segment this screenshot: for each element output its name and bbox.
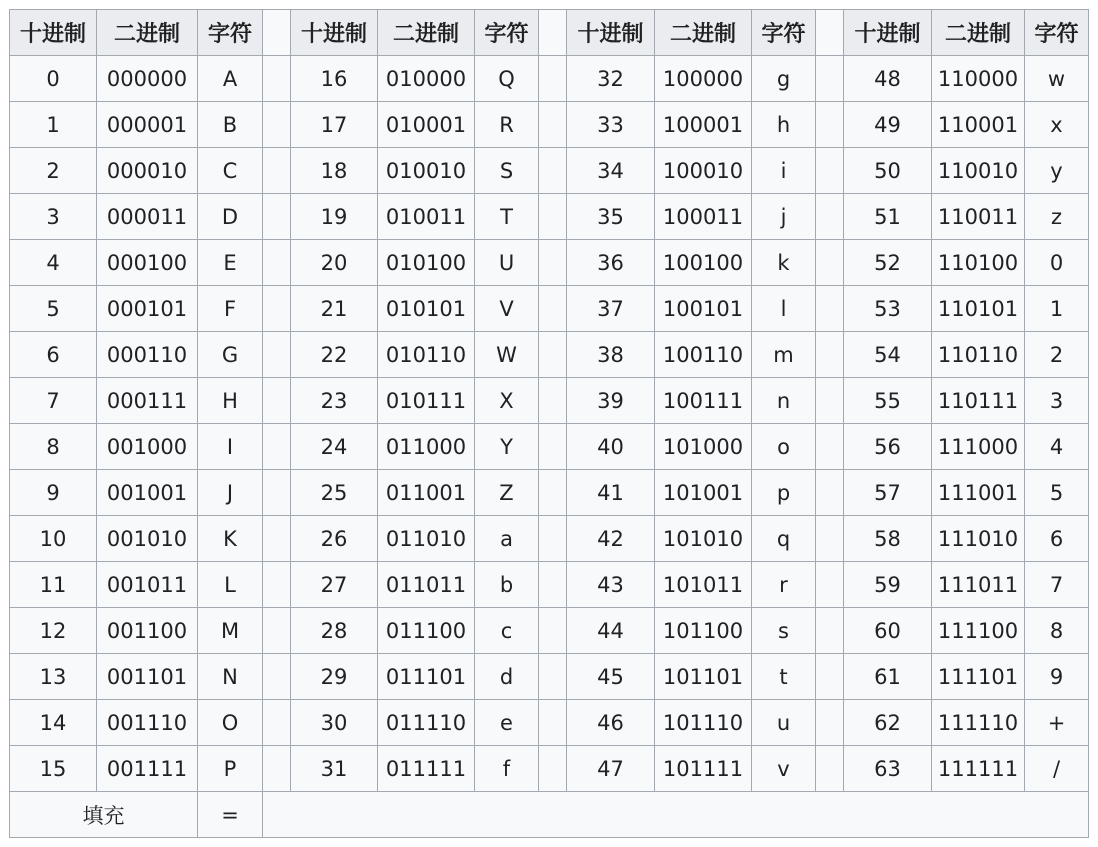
- decimal-cell: 56: [844, 424, 932, 470]
- binary-cell: 111101: [932, 654, 1025, 700]
- binary-cell: 101000: [655, 424, 752, 470]
- binary-cell: 011000: [378, 424, 475, 470]
- binary-cell: 010111: [378, 378, 475, 424]
- char-cell: r: [752, 562, 816, 608]
- char-cell: 1: [1025, 286, 1089, 332]
- binary-cell: 101011: [655, 562, 752, 608]
- decimal-cell: 31: [291, 746, 378, 792]
- group-gap: [263, 240, 291, 286]
- group-gap: [263, 516, 291, 562]
- char-cell: b: [475, 562, 539, 608]
- binary-cell: 011001: [378, 470, 475, 516]
- group-gap: [263, 148, 291, 194]
- char-cell: c: [475, 608, 539, 654]
- decimal-cell: 37: [567, 286, 655, 332]
- group-gap: [816, 332, 844, 378]
- char-cell: X: [475, 378, 539, 424]
- group-gap: [263, 654, 291, 700]
- group-gap: [263, 562, 291, 608]
- char-cell: q: [752, 516, 816, 562]
- decimal-cell: 32: [567, 56, 655, 102]
- binary-cell: 110111: [932, 378, 1025, 424]
- table-row: [10, 286, 1089, 332]
- binary-cell: 111110: [932, 700, 1025, 746]
- decimal-cell: 38: [567, 332, 655, 378]
- binary-cell: 000111: [97, 378, 198, 424]
- decimal-cell: 58: [844, 516, 932, 562]
- decimal-cell: 55: [844, 378, 932, 424]
- padding-label: 填充: [10, 792, 198, 838]
- char-cell: 0: [1025, 240, 1089, 286]
- char-cell: i: [752, 148, 816, 194]
- decimal-cell: 19: [291, 194, 378, 240]
- decimal-cell: 60: [844, 608, 932, 654]
- decimal-cell: 40: [567, 424, 655, 470]
- decimal-cell: 26: [291, 516, 378, 562]
- char-cell: +: [1025, 700, 1089, 746]
- group-gap: [816, 654, 844, 700]
- char-cell: 8: [1025, 608, 1089, 654]
- decimal-cell: 28: [291, 608, 378, 654]
- decimal-cell: 49: [844, 102, 932, 148]
- binary-cell: 011110: [378, 700, 475, 746]
- table-row: [10, 332, 1089, 378]
- binary-cell: 100000: [655, 56, 752, 102]
- group-gap: [263, 286, 291, 332]
- binary-cell: 100110: [655, 332, 752, 378]
- header-binary: 二进制: [378, 10, 475, 56]
- decimal-cell: 34: [567, 148, 655, 194]
- char-cell: x: [1025, 102, 1089, 148]
- binary-cell: 111001: [932, 470, 1025, 516]
- char-cell: f: [475, 746, 539, 792]
- binary-cell: 101100: [655, 608, 752, 654]
- header-binary: 二进制: [97, 10, 198, 56]
- group-gap: [263, 700, 291, 746]
- group-gap: [263, 746, 291, 792]
- char-cell: n: [752, 378, 816, 424]
- binary-cell: 000110: [97, 332, 198, 378]
- char-cell: Y: [475, 424, 539, 470]
- header-binary: 二进制: [932, 10, 1025, 56]
- binary-cell: 100001: [655, 102, 752, 148]
- binary-cell: 101101: [655, 654, 752, 700]
- decimal-cell: 3: [10, 194, 97, 240]
- binary-cell: 010110: [378, 332, 475, 378]
- header-char: 字符: [475, 10, 539, 56]
- group-gap: [816, 194, 844, 240]
- binary-cell: 000011: [97, 194, 198, 240]
- char-cell: u: [752, 700, 816, 746]
- group-gap: [539, 516, 567, 562]
- decimal-cell: 15: [10, 746, 97, 792]
- char-cell: 7: [1025, 562, 1089, 608]
- decimal-cell: 1: [10, 102, 97, 148]
- decimal-cell: 16: [291, 56, 378, 102]
- decimal-cell: 43: [567, 562, 655, 608]
- char-cell: J: [198, 470, 263, 516]
- group-gap: [539, 194, 567, 240]
- group-gap: [539, 562, 567, 608]
- group-gap: [816, 10, 844, 56]
- decimal-cell: 59: [844, 562, 932, 608]
- binary-cell: 100101: [655, 286, 752, 332]
- binary-cell: 010010: [378, 148, 475, 194]
- decimal-cell: 21: [291, 286, 378, 332]
- decimal-cell: 51: [844, 194, 932, 240]
- padding-row: [10, 792, 1089, 838]
- group-gap: [539, 240, 567, 286]
- binary-cell: 010001: [378, 102, 475, 148]
- binary-cell: 001101: [97, 654, 198, 700]
- decimal-cell: 63: [844, 746, 932, 792]
- decimal-cell: 5: [10, 286, 97, 332]
- char-cell: V: [475, 286, 539, 332]
- group-gap: [539, 10, 567, 56]
- header-decimal: 十进制: [567, 10, 655, 56]
- table-row: [10, 102, 1089, 148]
- char-cell: t: [752, 654, 816, 700]
- decimal-cell: 39: [567, 378, 655, 424]
- decimal-cell: 8: [10, 424, 97, 470]
- table-body: [10, 56, 1089, 838]
- binary-cell: 100111: [655, 378, 752, 424]
- group-gap: [816, 470, 844, 516]
- table-row: [10, 654, 1089, 700]
- char-cell: B: [198, 102, 263, 148]
- group-gap: [539, 148, 567, 194]
- group-gap: [816, 286, 844, 332]
- decimal-cell: 7: [10, 378, 97, 424]
- char-cell: G: [198, 332, 263, 378]
- decimal-cell: 30: [291, 700, 378, 746]
- char-cell: s: [752, 608, 816, 654]
- group-gap: [539, 654, 567, 700]
- char-cell: H: [198, 378, 263, 424]
- group-gap: [539, 470, 567, 516]
- decimal-cell: 46: [567, 700, 655, 746]
- decimal-cell: 14: [10, 700, 97, 746]
- binary-cell: 001011: [97, 562, 198, 608]
- binary-cell: 100100: [655, 240, 752, 286]
- table-row: [10, 240, 1089, 286]
- group-gap: [816, 516, 844, 562]
- binary-cell: 000000: [97, 56, 198, 102]
- table-row: [10, 746, 1089, 792]
- decimal-cell: 29: [291, 654, 378, 700]
- char-cell: 3: [1025, 378, 1089, 424]
- char-cell: 4: [1025, 424, 1089, 470]
- char-cell: w: [1025, 56, 1089, 102]
- header-decimal: 十进制: [291, 10, 378, 56]
- binary-cell: 000010: [97, 148, 198, 194]
- char-cell: z: [1025, 194, 1089, 240]
- binary-cell: 001001: [97, 470, 198, 516]
- decimal-cell: 0: [10, 56, 97, 102]
- binary-cell: 001000: [97, 424, 198, 470]
- group-gap: [539, 56, 567, 102]
- char-cell: v: [752, 746, 816, 792]
- binary-cell: 110011: [932, 194, 1025, 240]
- binary-cell: 110101: [932, 286, 1025, 332]
- binary-cell: 101010: [655, 516, 752, 562]
- binary-cell: 011101: [378, 654, 475, 700]
- decimal-cell: 2: [10, 148, 97, 194]
- header-binary: 二进制: [655, 10, 752, 56]
- char-cell: y: [1025, 148, 1089, 194]
- padding-blank: [263, 792, 1089, 838]
- group-gap: [263, 194, 291, 240]
- group-gap: [539, 102, 567, 148]
- binary-cell: 101111: [655, 746, 752, 792]
- group-gap: [539, 746, 567, 792]
- binary-cell: 011100: [378, 608, 475, 654]
- char-cell: m: [752, 332, 816, 378]
- group-gap: [816, 378, 844, 424]
- header-char: 字符: [198, 10, 263, 56]
- char-cell: E: [198, 240, 263, 286]
- binary-cell: 010101: [378, 286, 475, 332]
- group-gap: [816, 56, 844, 102]
- char-cell: R: [475, 102, 539, 148]
- decimal-cell: 9: [10, 470, 97, 516]
- group-gap: [816, 240, 844, 286]
- binary-cell: 110010: [932, 148, 1025, 194]
- char-cell: 6: [1025, 516, 1089, 562]
- decimal-cell: 20: [291, 240, 378, 286]
- table-row: [10, 470, 1089, 516]
- binary-cell: 100011: [655, 194, 752, 240]
- table-row: [10, 424, 1089, 470]
- group-gap: [539, 700, 567, 746]
- binary-cell: 001111: [97, 746, 198, 792]
- char-cell: 2: [1025, 332, 1089, 378]
- char-cell: K: [198, 516, 263, 562]
- char-cell: h: [752, 102, 816, 148]
- decimal-cell: 6: [10, 332, 97, 378]
- decimal-cell: 42: [567, 516, 655, 562]
- char-cell: I: [198, 424, 263, 470]
- char-cell: L: [198, 562, 263, 608]
- binary-cell: 011011: [378, 562, 475, 608]
- decimal-cell: 24: [291, 424, 378, 470]
- decimal-cell: 62: [844, 700, 932, 746]
- binary-cell: 111000: [932, 424, 1025, 470]
- group-gap: [539, 378, 567, 424]
- header-decimal: 十进制: [10, 10, 97, 56]
- header-row: [10, 10, 1089, 56]
- binary-cell: 000001: [97, 102, 198, 148]
- char-cell: O: [198, 700, 263, 746]
- group-gap: [539, 332, 567, 378]
- decimal-cell: 47: [567, 746, 655, 792]
- binary-cell: 001010: [97, 516, 198, 562]
- decimal-cell: 17: [291, 102, 378, 148]
- table-row: [10, 516, 1089, 562]
- char-cell: T: [475, 194, 539, 240]
- table-row: [10, 700, 1089, 746]
- char-cell: Q: [475, 56, 539, 102]
- char-cell: a: [475, 516, 539, 562]
- group-gap: [816, 424, 844, 470]
- char-cell: C: [198, 148, 263, 194]
- char-cell: d: [475, 654, 539, 700]
- binary-cell: 011111: [378, 746, 475, 792]
- binary-cell: 000100: [97, 240, 198, 286]
- char-cell: /: [1025, 746, 1089, 792]
- decimal-cell: 54: [844, 332, 932, 378]
- decimal-cell: 12: [10, 608, 97, 654]
- char-cell: l: [752, 286, 816, 332]
- binary-cell: 110000: [932, 56, 1025, 102]
- group-gap: [263, 332, 291, 378]
- char-cell: P: [198, 746, 263, 792]
- char-cell: S: [475, 148, 539, 194]
- group-gap: [263, 470, 291, 516]
- binary-cell: 110001: [932, 102, 1025, 148]
- decimal-cell: 41: [567, 470, 655, 516]
- group-gap: [263, 102, 291, 148]
- binary-cell: 111010: [932, 516, 1025, 562]
- char-cell: p: [752, 470, 816, 516]
- table-row: [10, 56, 1089, 102]
- decimal-cell: 10: [10, 516, 97, 562]
- group-gap: [263, 10, 291, 56]
- decimal-cell: 25: [291, 470, 378, 516]
- decimal-cell: 13: [10, 654, 97, 700]
- binary-cell: 010100: [378, 240, 475, 286]
- header-char: 字符: [752, 10, 816, 56]
- binary-cell: 010011: [378, 194, 475, 240]
- binary-cell: 101001: [655, 470, 752, 516]
- decimal-cell: 23: [291, 378, 378, 424]
- table-row: [10, 194, 1089, 240]
- group-gap: [816, 562, 844, 608]
- decimal-cell: 50: [844, 148, 932, 194]
- char-cell: D: [198, 194, 263, 240]
- binary-cell: 000101: [97, 286, 198, 332]
- binary-cell: 111111: [932, 746, 1025, 792]
- binary-cell: 010000: [378, 56, 475, 102]
- decimal-cell: 11: [10, 562, 97, 608]
- group-gap: [263, 378, 291, 424]
- decimal-cell: 48: [844, 56, 932, 102]
- group-gap: [816, 608, 844, 654]
- binary-cell: 110110: [932, 332, 1025, 378]
- group-gap: [816, 700, 844, 746]
- char-cell: N: [198, 654, 263, 700]
- char-cell: j: [752, 194, 816, 240]
- table-row: [10, 148, 1089, 194]
- group-gap: [263, 424, 291, 470]
- decimal-cell: 52: [844, 240, 932, 286]
- binary-cell: 111100: [932, 608, 1025, 654]
- char-cell: e: [475, 700, 539, 746]
- decimal-cell: 61: [844, 654, 932, 700]
- char-cell: A: [198, 56, 263, 102]
- table-row: [10, 608, 1089, 654]
- char-cell: o: [752, 424, 816, 470]
- decimal-cell: 33: [567, 102, 655, 148]
- decimal-cell: 27: [291, 562, 378, 608]
- decimal-cell: 22: [291, 332, 378, 378]
- decimal-cell: 45: [567, 654, 655, 700]
- binary-cell: 011010: [378, 516, 475, 562]
- decimal-cell: 53: [844, 286, 932, 332]
- char-cell: 5: [1025, 470, 1089, 516]
- char-cell: k: [752, 240, 816, 286]
- decimal-cell: 4: [10, 240, 97, 286]
- group-gap: [539, 424, 567, 470]
- char-cell: F: [198, 286, 263, 332]
- binary-cell: 101110: [655, 700, 752, 746]
- char-cell: Z: [475, 470, 539, 516]
- binary-cell: 001110: [97, 700, 198, 746]
- binary-cell: 001100: [97, 608, 198, 654]
- table-row: [10, 562, 1089, 608]
- binary-cell: 111011: [932, 562, 1025, 608]
- group-gap: [816, 746, 844, 792]
- group-gap: [816, 102, 844, 148]
- decimal-cell: 57: [844, 470, 932, 516]
- char-cell: g: [752, 56, 816, 102]
- char-cell: U: [475, 240, 539, 286]
- binary-cell: 100010: [655, 148, 752, 194]
- decimal-cell: 44: [567, 608, 655, 654]
- decimal-cell: 35: [567, 194, 655, 240]
- base64-index-table: [9, 9, 1089, 838]
- group-gap: [539, 608, 567, 654]
- char-cell: 9: [1025, 654, 1089, 700]
- group-gap: [816, 148, 844, 194]
- table-row: [10, 378, 1089, 424]
- padding-char: =: [198, 792, 263, 838]
- char-cell: W: [475, 332, 539, 378]
- header-decimal: 十进制: [844, 10, 932, 56]
- group-gap: [263, 56, 291, 102]
- group-gap: [263, 608, 291, 654]
- decimal-cell: 18: [291, 148, 378, 194]
- decimal-cell: 36: [567, 240, 655, 286]
- char-cell: M: [198, 608, 263, 654]
- binary-cell: 110100: [932, 240, 1025, 286]
- header-char: 字符: [1025, 10, 1089, 56]
- group-gap: [539, 286, 567, 332]
